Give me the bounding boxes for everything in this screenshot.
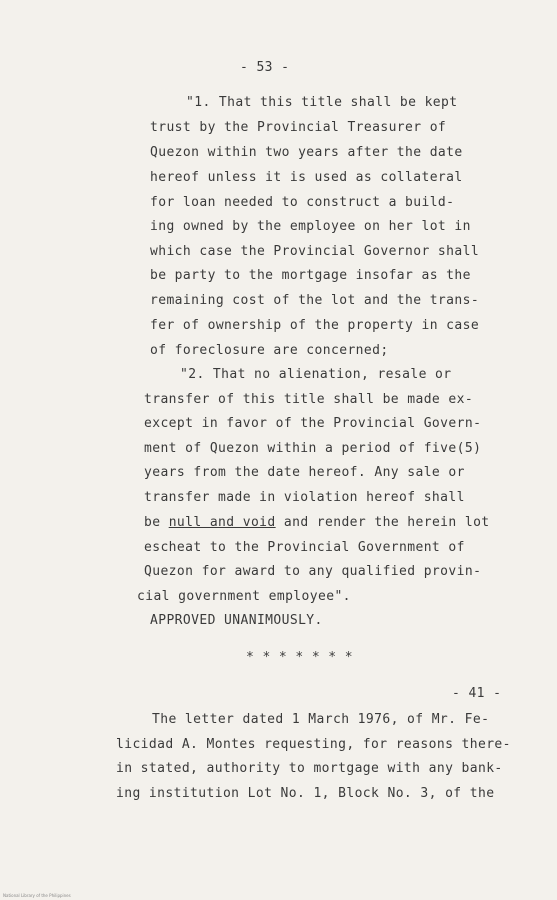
para2-line: ment of Quezon within a period of five(5) (144, 441, 482, 456)
para1-line: remaining cost of the lot and the trans- (150, 293, 480, 308)
page-number: - 53 - (240, 60, 290, 75)
para1-line: "1. That this title shall be kept (186, 95, 458, 110)
section-separator: * * * * * * * (246, 650, 353, 665)
para1-line: hereof unless it is used as collateral (150, 170, 463, 185)
para1-line: be party to the mortgage insofar as the (150, 268, 471, 283)
para1-line: for loan needed to construct a build- (150, 195, 455, 210)
underlined-text: null and void (168, 515, 276, 530)
para2-line: transfer of this title shall be made ex- (144, 392, 474, 407)
text-segment: be (144, 515, 169, 530)
para2-line: transfer made in violation hereof shall (144, 490, 465, 505)
para2-line (144, 515, 490, 531)
approval-statement: APPROVED UNANIMOUSLY. (150, 613, 323, 628)
para3-line: The letter dated 1 March 1976, of Mr. Fe- (152, 712, 490, 727)
para2-line: years from the date hereof. Any sale or (144, 465, 465, 480)
para1-line: ing owned by the employee on her lot in (150, 219, 471, 234)
para3-line: ing institution Lot No. 1, Block No. 3, of the (116, 786, 495, 801)
para3-line: licidad A. Montes requesting, for reasons there- (116, 737, 511, 752)
text-segment: and render the herein lot (275, 515, 490, 530)
para1-line: of foreclosure are concerned; (150, 343, 389, 358)
archive-footer: National Library of the Philippines (3, 893, 71, 898)
para1-line: which case the Provincial Governor shall (150, 244, 480, 259)
para2-line: except in favor of the Provincial Govern- (144, 416, 482, 431)
para2-line: Quezon for award to any qualified provin- (144, 564, 482, 579)
para2-line: escheat to the Provincial Government of (144, 540, 465, 555)
para1-line: trust by the Provincial Treasurer of (150, 120, 447, 135)
para1-line: fer of ownership of the property in case (150, 318, 480, 333)
item-number: - 41 - (452, 686, 502, 701)
para2-line: cial government employee". (137, 589, 351, 604)
para3-line: in stated, authority to mortgage with any bank- (116, 761, 503, 776)
para1-line: Quezon within two years after the date (150, 145, 463, 160)
para2-line: "2. That no alienation, resale or (180, 367, 452, 382)
